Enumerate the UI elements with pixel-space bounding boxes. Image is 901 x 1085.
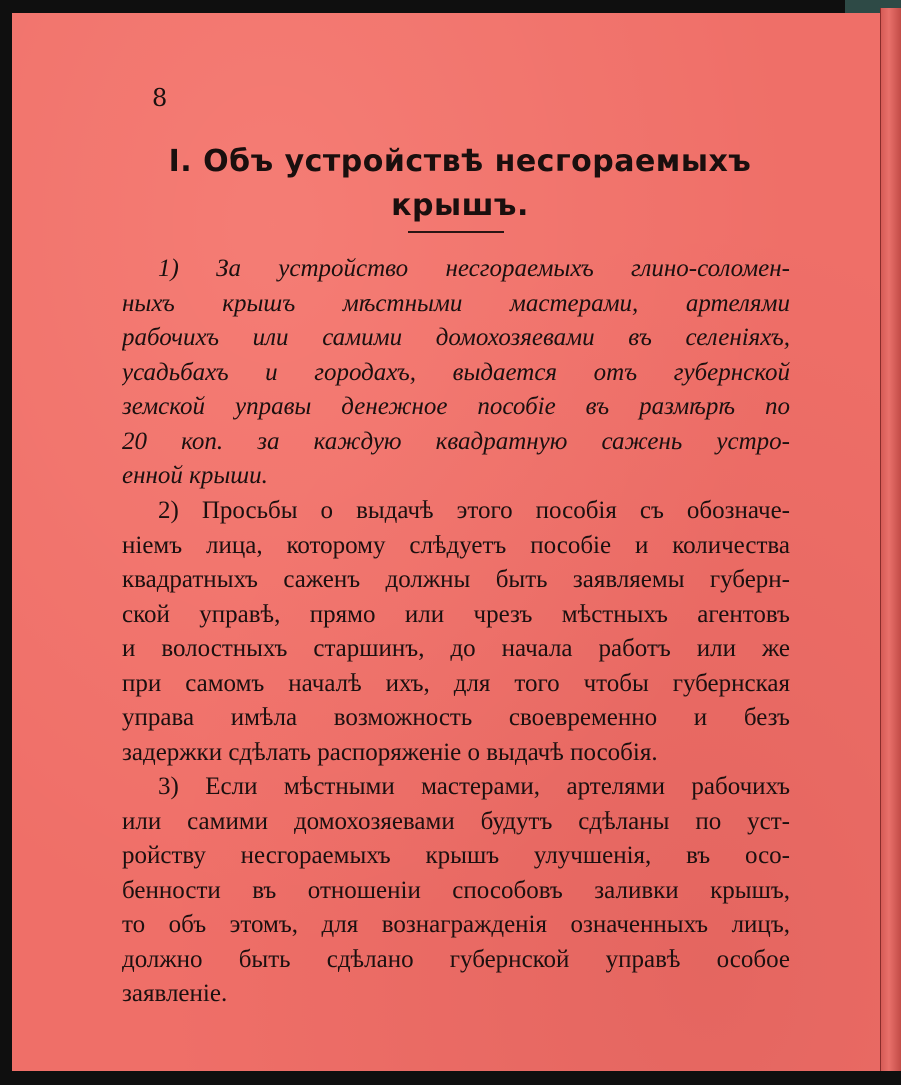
paragraph-3 [122,770,790,1012]
section-title-line-2: крышъ. [391,188,529,223]
paragraph-line: енной крыши. [122,462,268,489]
paragraph-line: ройству несгораемыхъ крышъ улучшенія, въ осо- [122,842,790,869]
paragraph-line: усадьбахъ и городахъ, выдается отъ губернской [122,358,790,386]
paragraph-line: ской управѣ, прямо или чрезъ мѣстныхъ агентовъ [122,600,790,628]
paragraph-line: или самими домохозяевами будутъ сдѣланы по уст- [122,807,790,835]
paragraph-line: 20 коп. за каждую квадратную сажень устро- [122,427,790,455]
paragraph-line: 1) За устройство несгораемыхъ глино-соломен- [158,255,790,282]
next-page-edge [881,8,901,1071]
paragraph-line: ныхъ крышъ мѣстными мастерами, артелями [122,289,790,317]
paragraph-line: управа имѣла возможность своевременно и безъ [122,704,790,731]
section-title-line-1: I. Объ устройствѣ несгораемыхъ [168,144,752,179]
paragraph-line: земской управы денежное пособіе въ размѣрѣ по [122,393,790,420]
page-number: 8 [152,84,168,112]
paragraph-line: задержки сдѣлать распоряженіе о выдачѣ пособія. [122,738,658,766]
paragraph-line: 2) Просьбы о выдачѣ этого пособія съ обозначе- [158,497,790,524]
paragraph-2 [122,494,790,770]
title-divider [408,231,504,233]
paragraph-1 [122,252,790,494]
paragraph-line: должно быть сдѣлано губернской управѣ особое [122,945,790,973]
section-title [120,140,800,228]
paragraph-line: при самомъ началѣ ихъ, для того чтобы губернская [122,669,790,697]
paragraph-line: ніемъ лица, которому слѣдуетъ пособіе и количества [122,531,790,559]
paragraph-line: заявленіе. [122,980,228,1007]
paragraph-line: и волостныхъ старшинъ, до начала работъ или же [122,635,790,662]
paragraph-line: 3) Если мѣстными мастерами, артелями рабочихъ [158,773,790,800]
paragraph-line: то объ этомъ, для вознагражденія означенныхъ лицъ, [122,911,790,938]
paragraph-line: квадратныхъ саженъ должны быть заявляемы губерн- [122,566,790,593]
paragraph-line: рабочихъ или самими домохозяевами въ селеніяхъ, [122,324,790,351]
paragraph-line: бенности въ отношеніи способовъ заливки крышъ, [122,876,790,904]
